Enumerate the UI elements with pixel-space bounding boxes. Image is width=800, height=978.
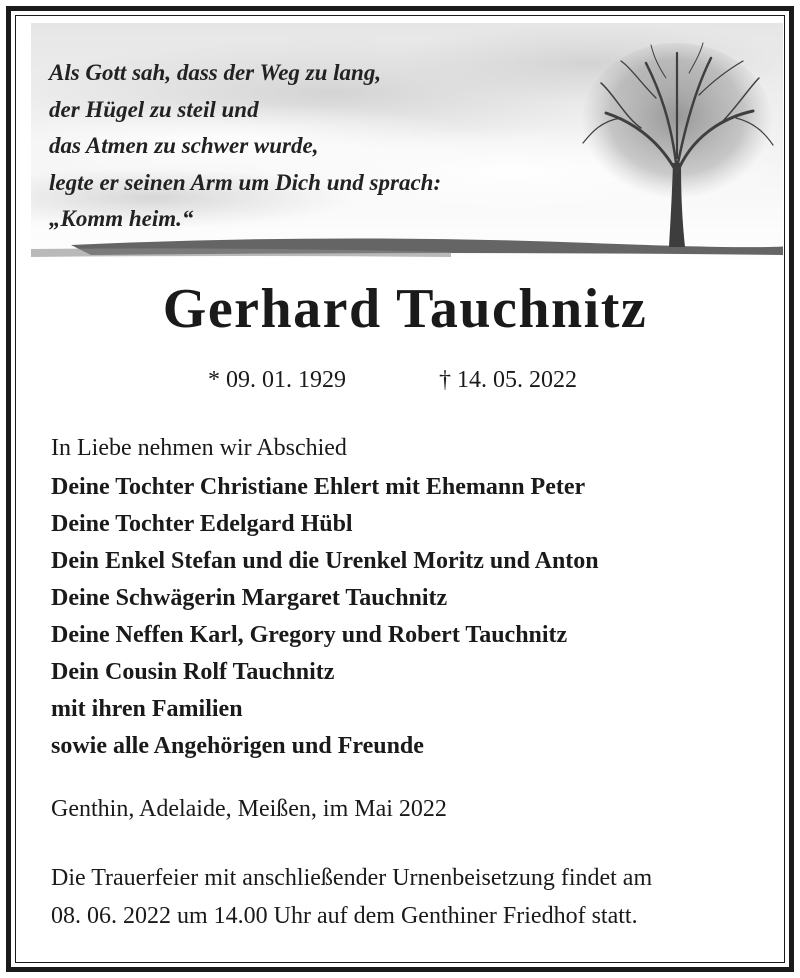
poem [49, 55, 441, 238]
mourner-line: Deine Tochter Edelgard Hübl [51, 511, 353, 537]
ceremony-line: 08. 06. 2022 um 14.00 Uhr auf dem Genthiner Friedhof statt. [51, 903, 638, 929]
farewell-text: In Liebe nehmen wir Abschied [51, 435, 347, 461]
poem-line: der Hügel zu steil und [49, 96, 259, 122]
poem-line: das Atmen zu schwer wurde, [49, 133, 319, 158]
mourner-line: Dein Enkel Stefan und die Urenkel Moritz und Anton [51, 548, 599, 574]
mourner-line: mit ihren Familien [51, 696, 243, 722]
poem-line: „Komm heim.“ [49, 206, 194, 231]
mourner-line: Deine Tochter Christiane Ehlert mit Ehemann Peter [51, 474, 586, 500]
mourner-line: Dein Cousin Rolf Tauchnitz [51, 659, 335, 685]
mourners-list [51, 469, 599, 765]
birth-date: * 09. 01. 1929 [208, 367, 346, 393]
poem-line: Als Gott sah, dass der Weg zu lang, [49, 60, 382, 85]
mourner-line: Deine Schwägerin Margaret Tauchnitz [51, 585, 448, 611]
ceremony-info [51, 859, 652, 935]
obituary-notice [6, 6, 794, 972]
poem-line: legte er seinen Arm um Dich und sprach: [49, 169, 442, 195]
mourner-line: Deine Neffen Karl, Gregory und Robert Tauchnitz [51, 622, 568, 648]
deceased-name: Gerhard Tauchnitz [162, 278, 648, 340]
place-and-date: Genthin, Adelaide, Meißen, im Mai 2022 [51, 796, 447, 822]
ceremony-line: Die Trauerfeier mit anschließender Urnenbeisetzung findet am [51, 865, 653, 891]
mourner-line: sowie alle Angehörigen und Freunde [51, 733, 424, 759]
death-date: † 14. 05. 2022 [439, 367, 577, 393]
